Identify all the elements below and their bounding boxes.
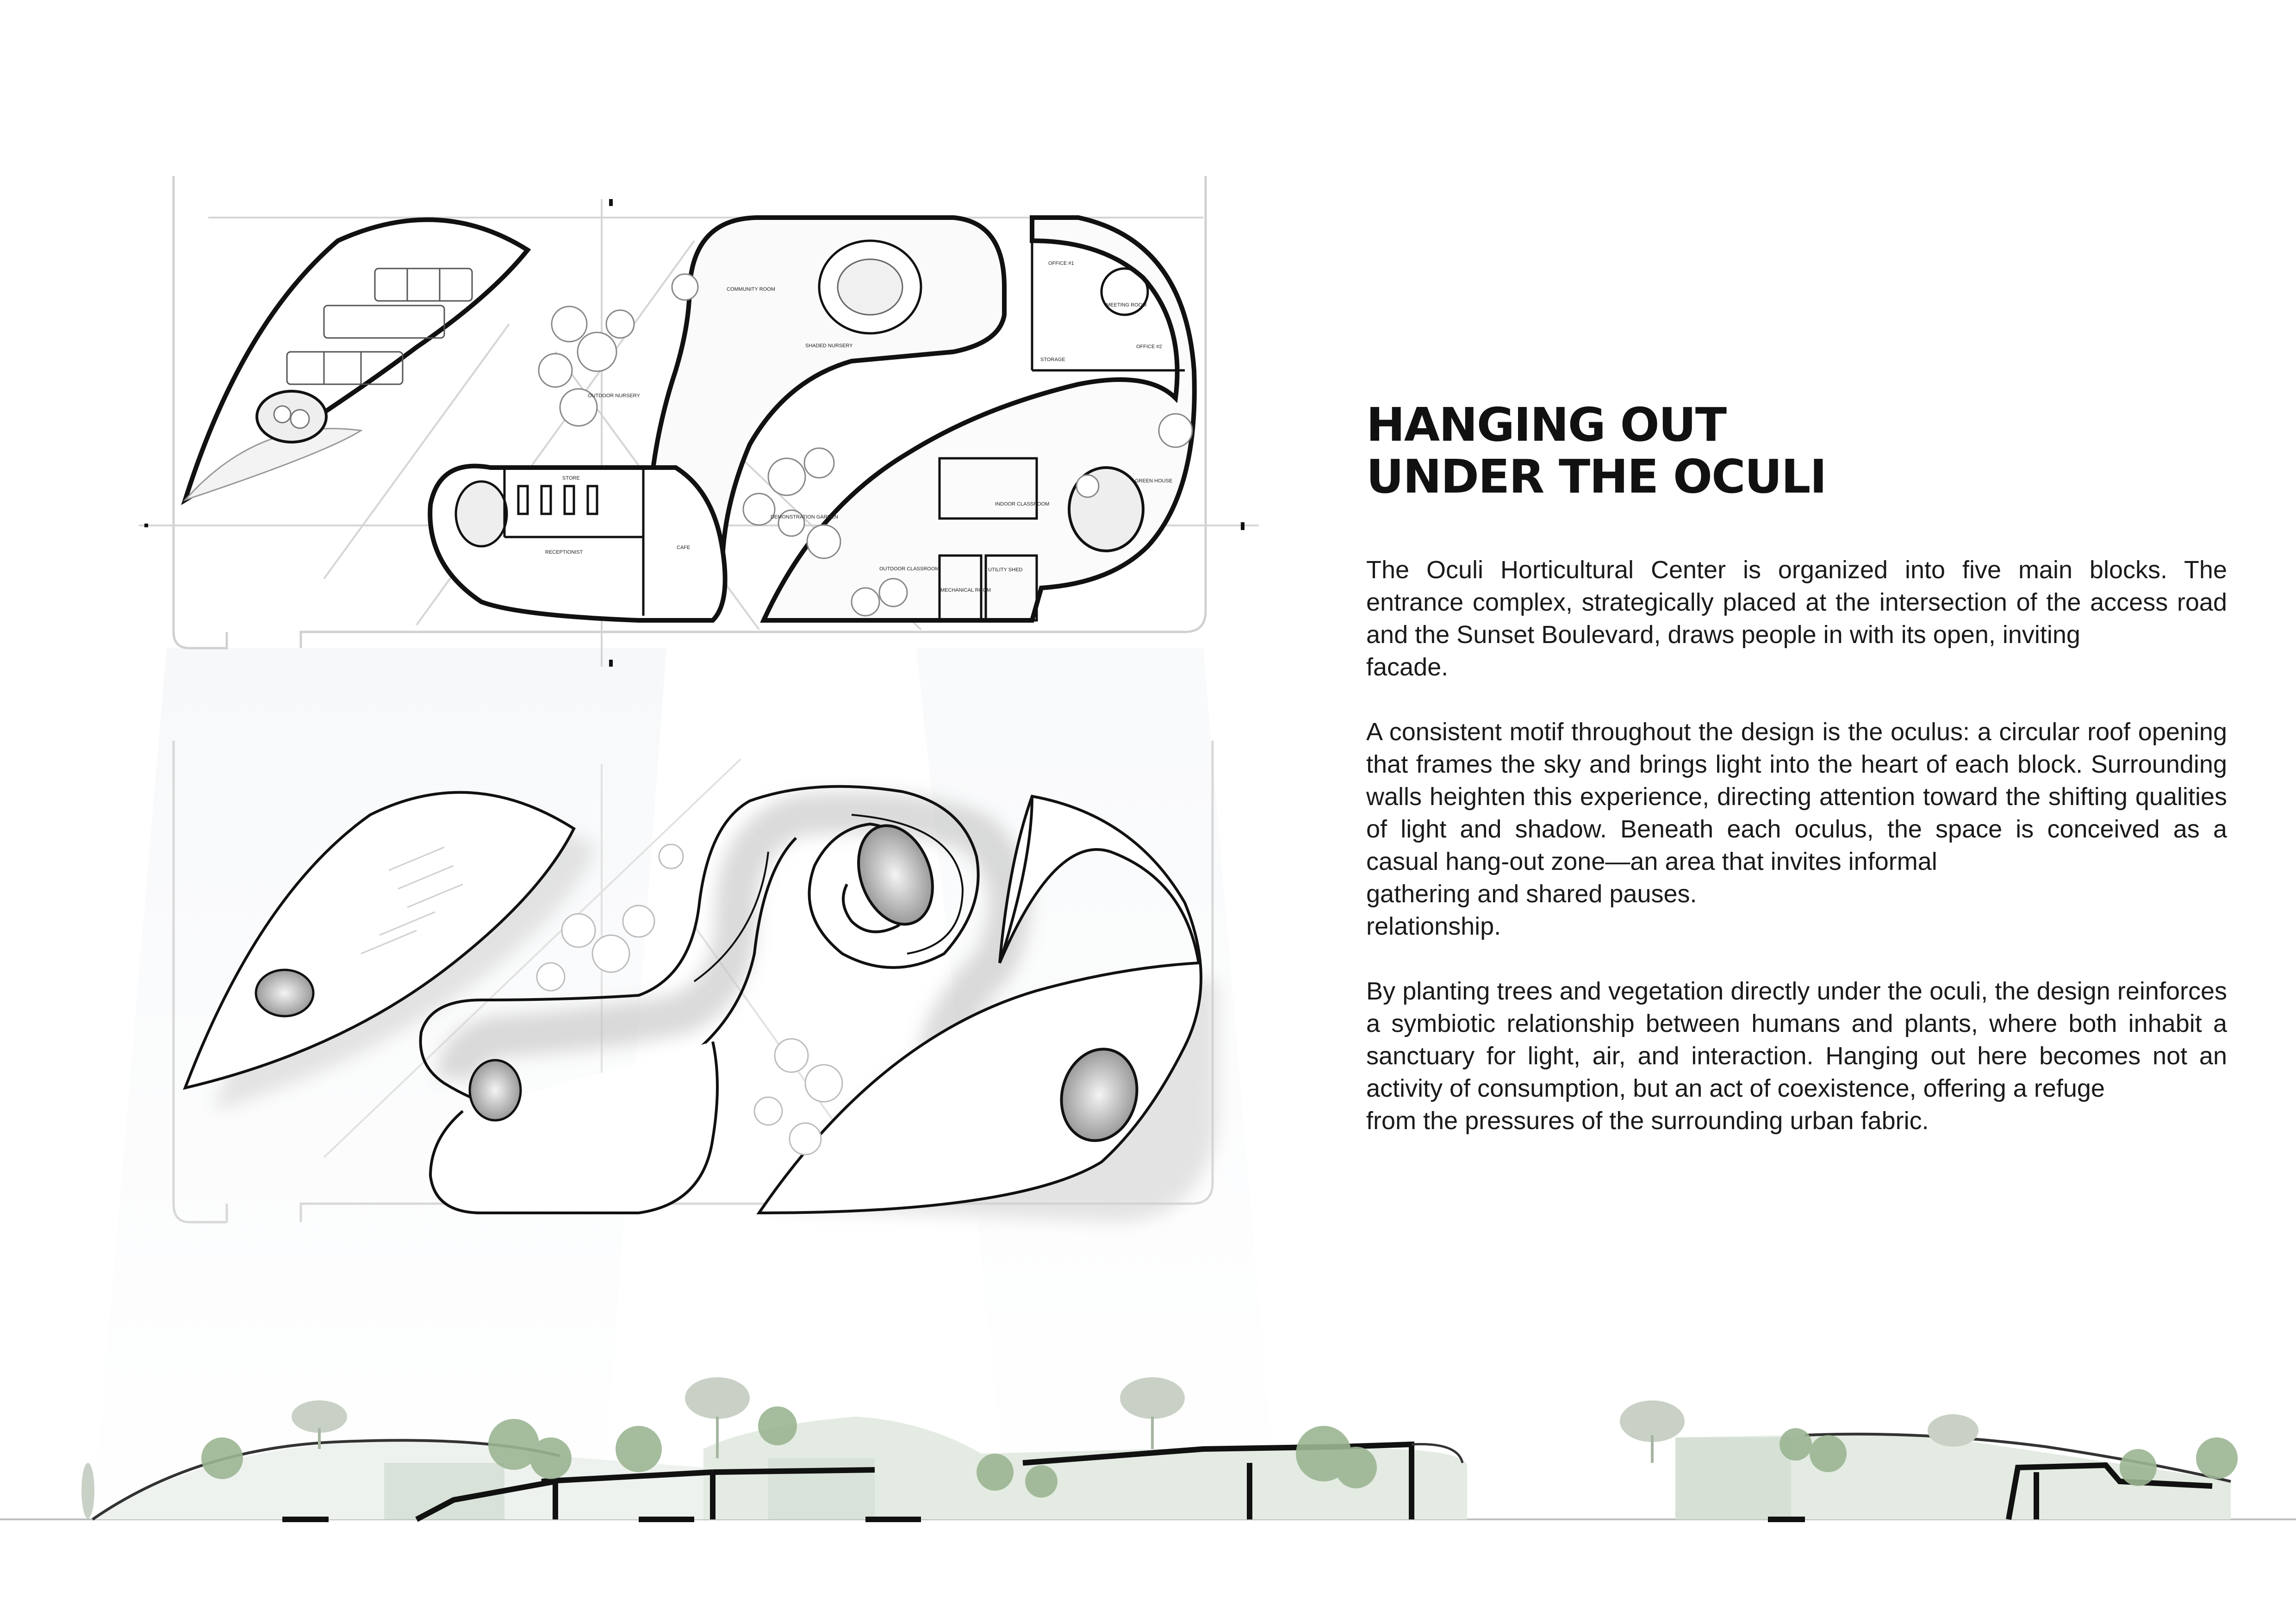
paragraph-3-body: By planting trees and vegetation directly under the oculi, the design reinforces a symbiotic relationship between humans and plants, where both inhabit a sanctuary for light, air, and interaction. Hanging out here becomes not an activity of consumption, but an act of coexistence, offering a refuge <box>1366 977 2227 1102</box>
label-outdoor-classroom: OUTDOOR CLASSROOM <box>879 566 940 572</box>
label-mechanical-room: MECHANICAL ROOM <box>940 587 991 593</box>
label-demonstration-garden: DEMONSTRATION GARDEN <box>771 514 838 520</box>
label-green-house: GREEN HOUSE <box>1135 478 1173 484</box>
label-indoor-classroom: INDOOR CLASSROOM <box>995 501 1050 507</box>
paragraph-3 <box>1366 975 2227 1137</box>
description-text <box>1366 554 2227 1169</box>
paragraph-1 <box>1366 554 2227 683</box>
paragraph-1-last-line: facade. <box>1366 653 1449 681</box>
label-meeting-room: MEETING ROOM <box>1106 302 1147 308</box>
page-title <box>1366 399 2246 503</box>
label-community-room: COMMUNITY ROOM <box>727 287 775 292</box>
paragraph-3-last-line: from the pressures of the surrounding urban fabric. <box>1366 1107 1929 1135</box>
label-store: STORE <box>562 475 580 481</box>
label-office-1: OFFICE #1 <box>1048 261 1074 266</box>
paragraph-2-extra-line: relationship. <box>1366 912 1501 940</box>
paragraph-2-body: A consistent motif throughout the design is the oculus: a circular roof opening that frames the sky and brings light into the heart of each block. Surrounding walls heighten this experience, directing attention toward the shifting qualities of light and shadow. Beneath each oculus, the space is conceived as a casual hang-out zone—an area that invites informal <box>1366 718 2227 875</box>
label-cafe: CAFE <box>677 545 691 550</box>
label-outdoor-nursery: OUTDOOR NURSERY <box>588 393 640 399</box>
label-shaded-nursery: SHADED NURSERY <box>805 343 853 349</box>
paragraph-1-body: The Oculi Horticultural Center is organized into five main blocks. The entrance complex, strategically placed at the intersection of the access road and the Sunset Boulevard, draws people in with its open, inviting <box>1366 556 2227 649</box>
short-section <box>1620 1400 2238 1519</box>
label-utility-shed: UTILITY SHED <box>988 567 1023 573</box>
title-line-1: HANGING OUT <box>1366 398 1726 452</box>
label-receptionist: RECEPTIONIST <box>545 550 583 555</box>
paragraph-2-last-line: gathering and shared pauses. <box>1366 880 1697 908</box>
label-office-2: OFFICE #2 <box>1136 344 1162 350</box>
title-line-2: UNDER THE OCULI <box>1366 450 1826 504</box>
floor-plan <box>139 176 1259 667</box>
paragraph-2 <box>1366 716 2227 943</box>
label-storage: STORAGE <box>1040 357 1065 362</box>
